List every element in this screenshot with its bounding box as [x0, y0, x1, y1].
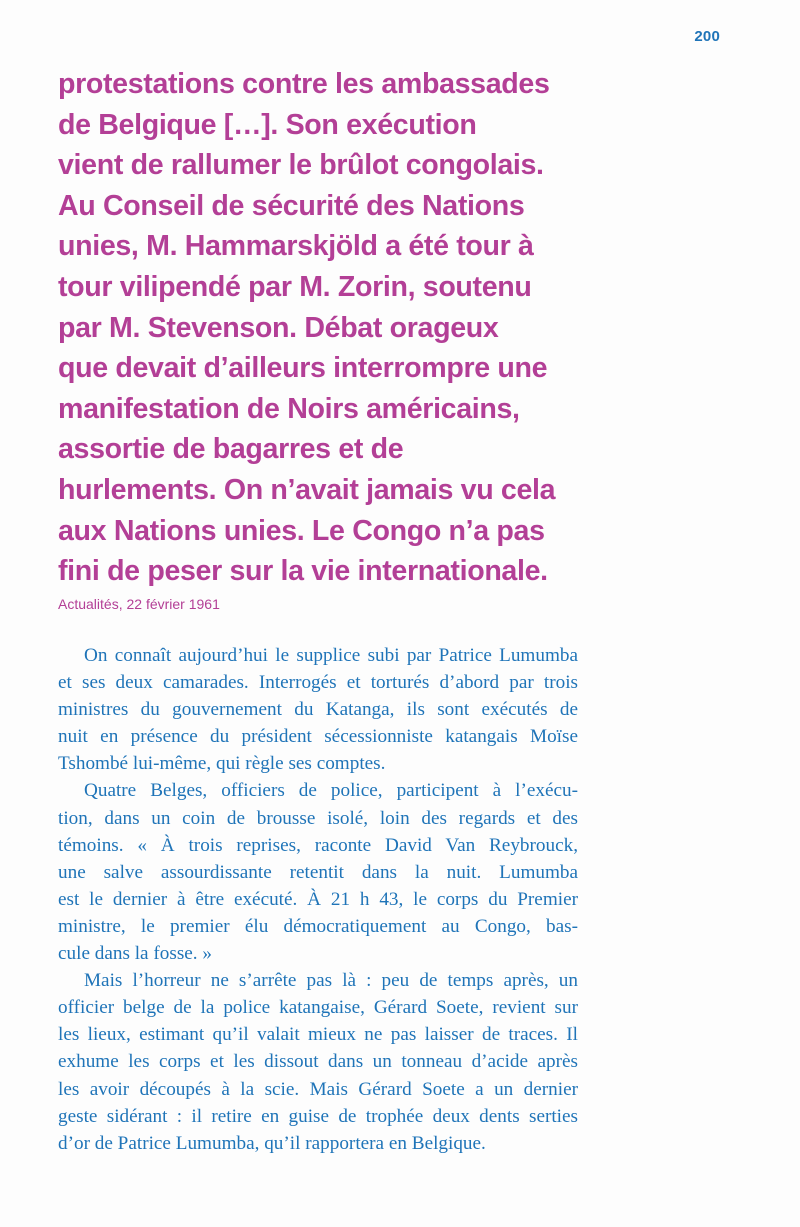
body-line: et ses deux camarades. Interrogés et torturés d’abord par trois: [58, 672, 578, 694]
body-line: ministres du gouvernement du Katanga, ils sont exécutés de: [58, 699, 578, 721]
quote-line: tour vilipendé par M. Zorin, soutenu: [58, 270, 532, 303]
quote-line: vient de rallumer le brûlot congolais.: [58, 149, 544, 182]
paragraph: [58, 967, 578, 1157]
body-line: cule dans la fosse. »: [58, 943, 212, 965]
body-line: geste sidérant : il retire en guise de trophée deux dents serties: [58, 1105, 578, 1127]
quote-line: unies, M. Hammarskjöld a été tour à: [58, 230, 534, 263]
body-line: Mais l’horreur ne s’arrête pas là : peu de temps après, un: [84, 970, 578, 992]
body-line: d’or de Patrice Lumumba, qu’il rapportera en Belgique.: [58, 1132, 486, 1154]
quote-line: que devait d’ailleurs interrompre une: [58, 352, 548, 385]
body-line: Quatre Belges, officiers de police, participent à l’exécu-: [84, 780, 578, 802]
body-line: exhume les corps et les dissout dans un tonneau d’acide après: [58, 1051, 578, 1073]
quote-line: Au Conseil de sécurité des Nations: [58, 189, 525, 222]
quote-line: assortie de bagarres et de: [58, 433, 404, 466]
body-line: ministre, le premier élu démocratiquement au Congo, bas-: [58, 915, 578, 937]
quote-source: Actualités, 22 février 1961: [58, 596, 220, 612]
body-line: une salve assourdissante retentit dans la nuit. Lumumba: [58, 861, 578, 883]
quote-line: hurlements. On n’avait jamais vu cela: [58, 473, 556, 506]
body-line: On connaît aujourd’hui le supplice subi par Patrice Lumumba: [84, 645, 578, 666]
body-line: Tshombé lui-même, qui règle ses comptes.: [58, 753, 386, 775]
body-line: les avoir découpés à la scie. Mais Gérard Soete a un dernier: [58, 1078, 578, 1100]
pull-quote: [58, 64, 618, 592]
quote-line: de Belgique […]. Son exécution: [58, 108, 477, 141]
quote-line: fini de peser sur la vie internationale.: [58, 555, 548, 588]
body-line: tion, dans un coin de brousse isolé, loin des regards et des: [58, 807, 578, 829]
quote-line: par M. Stevenson. Débat orageux: [58, 311, 499, 344]
body-line: témoins. « À trois reprises, raconte David Van Reybrouck,: [58, 834, 578, 856]
body-line: officier belge de la police katangaise, Gérard Soete, revient sur: [58, 997, 578, 1019]
body-line: les lieux, estimant qu’il valait mieux ne pas laisser de traces. Il: [58, 1024, 578, 1046]
quote-line: manifestation de Noirs américains,: [58, 392, 520, 425]
body-line: nuit en présence du président sécessionniste katangais Moïse: [58, 726, 578, 748]
paragraph: [58, 777, 578, 967]
page-number: 200: [694, 28, 720, 45]
body-text: [58, 642, 578, 1157]
body-line: est le dernier à être exécuté. À 21 h 43, le corps du Premier: [58, 888, 578, 910]
quote-line: protestations contre les ambassades: [58, 68, 550, 100]
quote-line: aux Nations unies. Le Congo n’a pas: [58, 514, 545, 547]
paragraph: [58, 642, 578, 777]
